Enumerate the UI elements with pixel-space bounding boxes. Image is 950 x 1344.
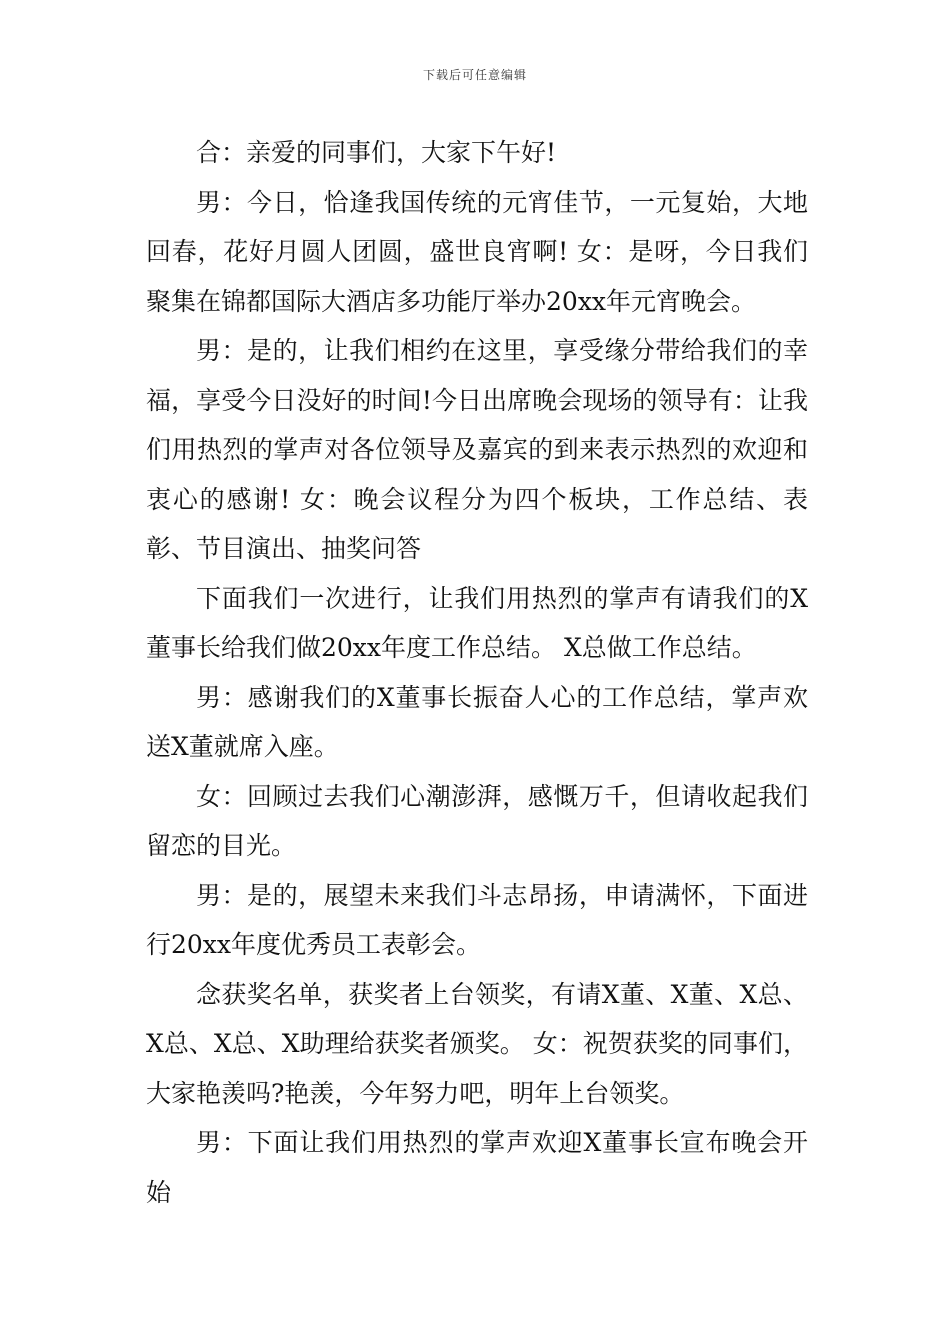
paragraph-award-list: 念获奖名单，获奖者上台领奖，有请X董、X董、X总、X总、X总、X助理给获奖者颁奖。 女：祝贺获奖的同事们，大家艳羡吗?艳羡，今年努力吧，明年上台领奖。 xyxy=(146,979,808,1108)
paragraph-greeting: 合：亲爱的同事们，大家下午好! xyxy=(196,138,557,167)
paragraph-lantern-festival: 男：今日，恰逢我国传统的元宵佳节，一元复始，大地回春，花好月圆人团圆，盛世良宵啊! 女：是呀，今日我们聚集在锦都国际大酒店多功能厅举办20xx年元宵晚会。 xyxy=(146,187,808,316)
paragraph-gala-start: 男：下面让我们用热烈的掌声欢迎X董事长宣布晚会开始 xyxy=(146,1128,808,1207)
paragraph-work-summary: 下面我们一次进行，让我们用热烈的掌声有请我们的X董事长给我们做20xx年度工作总结。 X总做工作总结。 xyxy=(146,583,808,662)
paragraph-review-past: 女：回顾过去我们心潮澎湃，感慨万千，但请收起我们留恋的目光。 xyxy=(146,781,808,860)
page-header: 下载后可任意编辑 xyxy=(422,68,527,82)
paragraph-future-outlook: 男：是的，展望未来我们斗志昂扬，申请满怀，下面进行20xx年度优秀员工表彰会。 xyxy=(146,880,808,959)
paragraph-welcome-leaders: 男：是的，让我们相约在这里，享受缘分带给我们的幸福，享受今日没好的时间!今日出席晚会现场的领导有：让我们用热烈的掌声对各位领导及嘉宾的到来表示热烈的欢迎和衷心的感谢! 女：晚会议程分为四个板块，工作总结、表彰、节目演出、抽奖问答 xyxy=(146,336,808,563)
paragraph-thanks-chairman: 男：感谢我们的X董事长振奋人心的工作总结，掌声欢送X董就席入座。 xyxy=(146,682,808,761)
document-body xyxy=(146,128,808,1217)
